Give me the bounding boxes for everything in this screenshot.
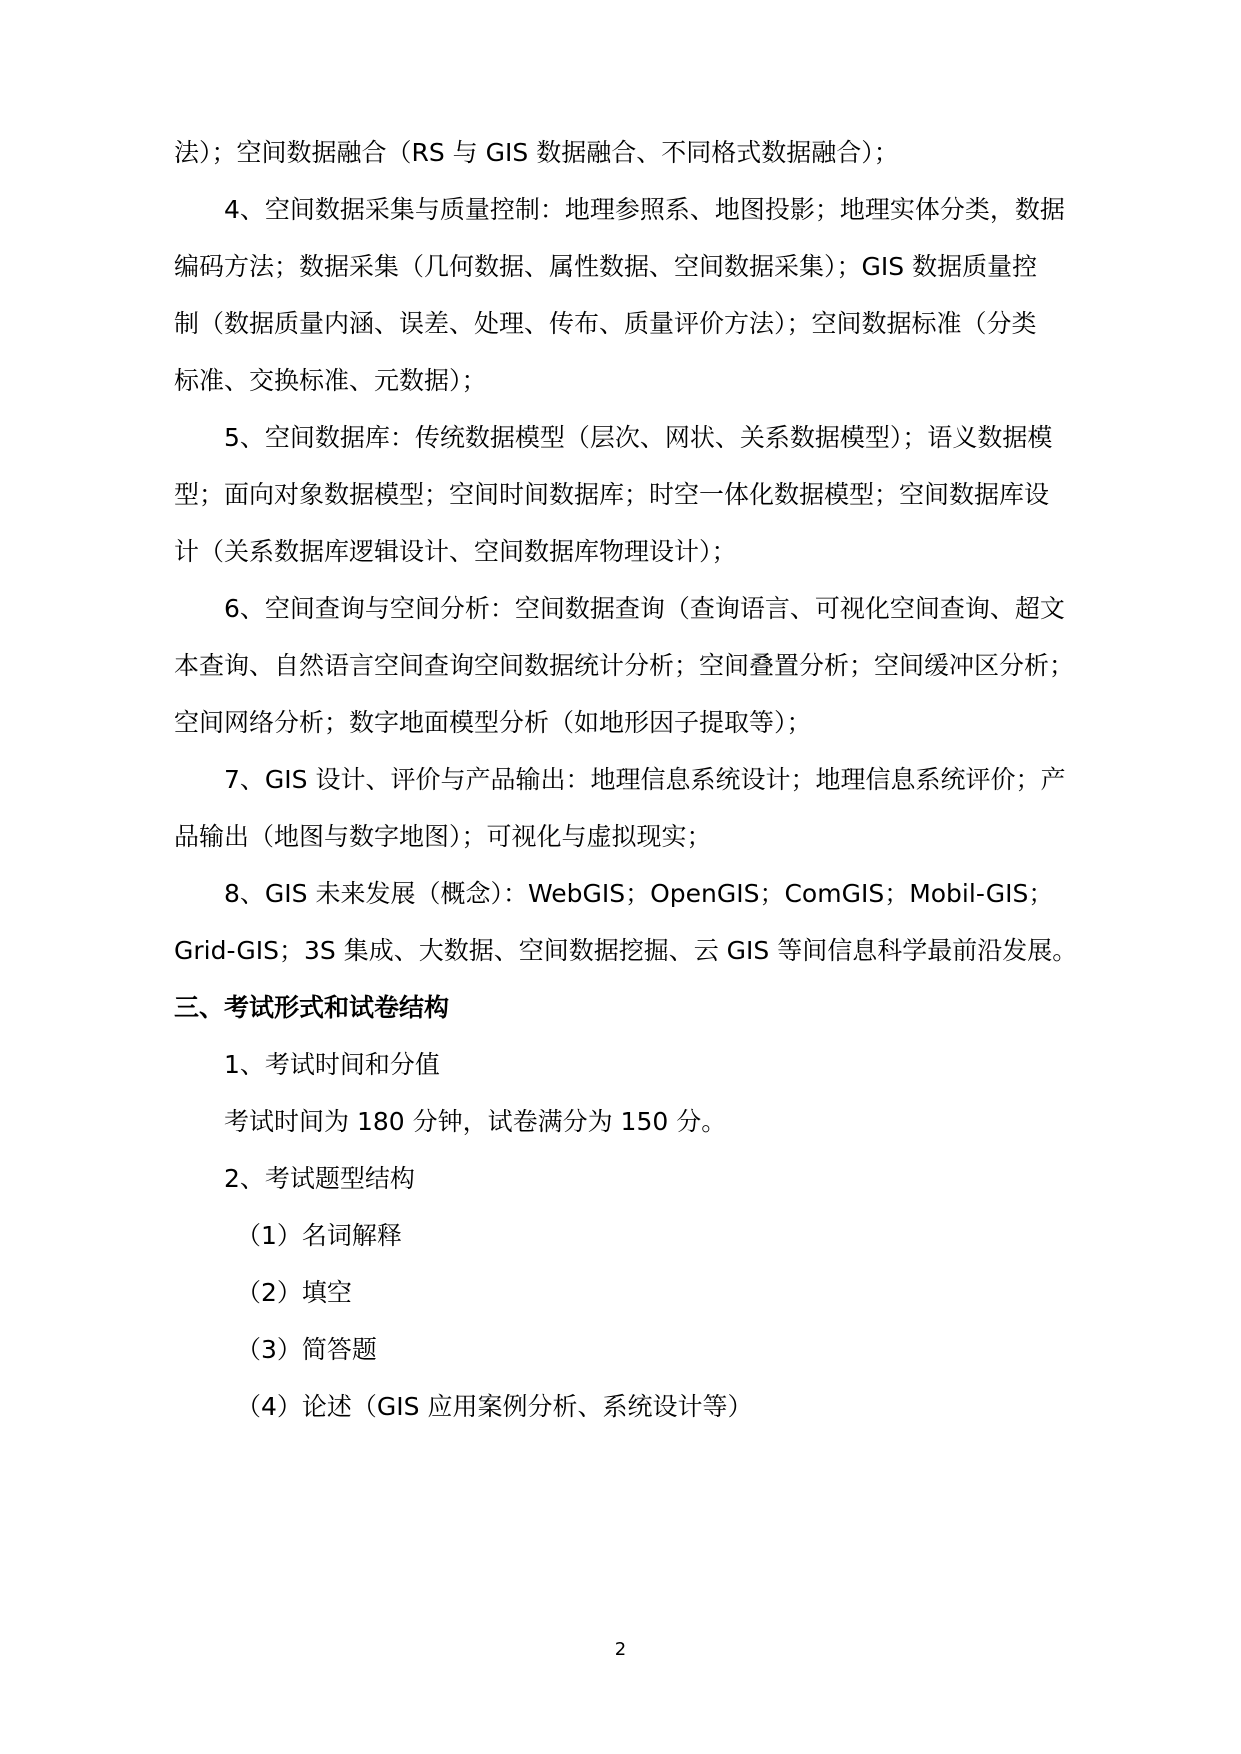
text-line: 计（关系数据库逻辑设计、空间数据库物理设计）； xyxy=(174,537,737,566)
item-text: 考试时间为 180 分钟，试卷满分为 150 分。 xyxy=(224,1107,727,1136)
text-line: 法）；空间数据融合（RS 与 GIS 数据融合、不同格式数据融合）； xyxy=(174,138,899,167)
text-line: 编码方法；数据采集（几何数据、属性数据、空间数据采集）；GIS 数据质量控 xyxy=(174,252,1038,281)
text-line: 品输出（地图与数字地图）；可视化与虚拟现实； xyxy=(174,822,712,851)
item-heading: 1、考试时间和分值 xyxy=(224,1050,440,1079)
text-line: 4、空间数据采集与质量控制：地理参照系、地图投影；地理实体分类，数据 xyxy=(224,195,1065,224)
text-line: 7、GIS 设计、评价与产品输出：地理信息系统设计；地理信息系统评价；产 xyxy=(224,765,1066,794)
text-line: Grid-GIS；3S 集成、大数据、空间数据挖掘、云 GIS 等间信息科学最前沿发展。 xyxy=(174,936,1078,965)
text-line: 空间网络分析；数字地面模型分析（如地形因子提取等）； xyxy=(174,708,812,737)
text-line: 6、空间查询与空间分析：空间数据查询（查询语言、可视化空间查询、超文 xyxy=(224,594,1065,623)
page-number: 2 xyxy=(614,1639,627,1660)
question-type-item: （1）名词解释 xyxy=(236,1221,402,1250)
question-type-item: （3）简答题 xyxy=(236,1335,377,1364)
text-line: 制（数据质量内涵、误差、处理、传布、质量评价方法）；空间数据标准（分类 xyxy=(174,309,1037,338)
question-type-item: （2）填空 xyxy=(236,1278,352,1307)
text-line: 5、空间数据库：传统数据模型（层次、网状、关系数据模型）；语义数据模 xyxy=(224,423,1053,452)
item-heading: 2、考试题型结构 xyxy=(224,1164,415,1193)
text-line: 标准、交换标准、元数据）； xyxy=(174,366,487,395)
section-heading: 三、考试形式和试卷结构 xyxy=(174,993,450,1022)
text-line: 型；面向对象数据模型；空间时间数据库；时空一体化数据模型；空间数据库设 xyxy=(174,480,1050,509)
text-line: 本查询、自然语言空间查询空间数据统计分析；空间叠置分析；空间缓冲区分析； xyxy=(174,651,1075,680)
question-type-item: （4）论述（GIS 应用案例分析、系统设计等） xyxy=(236,1392,753,1421)
text-line: 8、GIS 未来发展（概念）：WebGIS；OpenGIS；ComGIS；Mobil-GIS； xyxy=(224,879,1054,908)
